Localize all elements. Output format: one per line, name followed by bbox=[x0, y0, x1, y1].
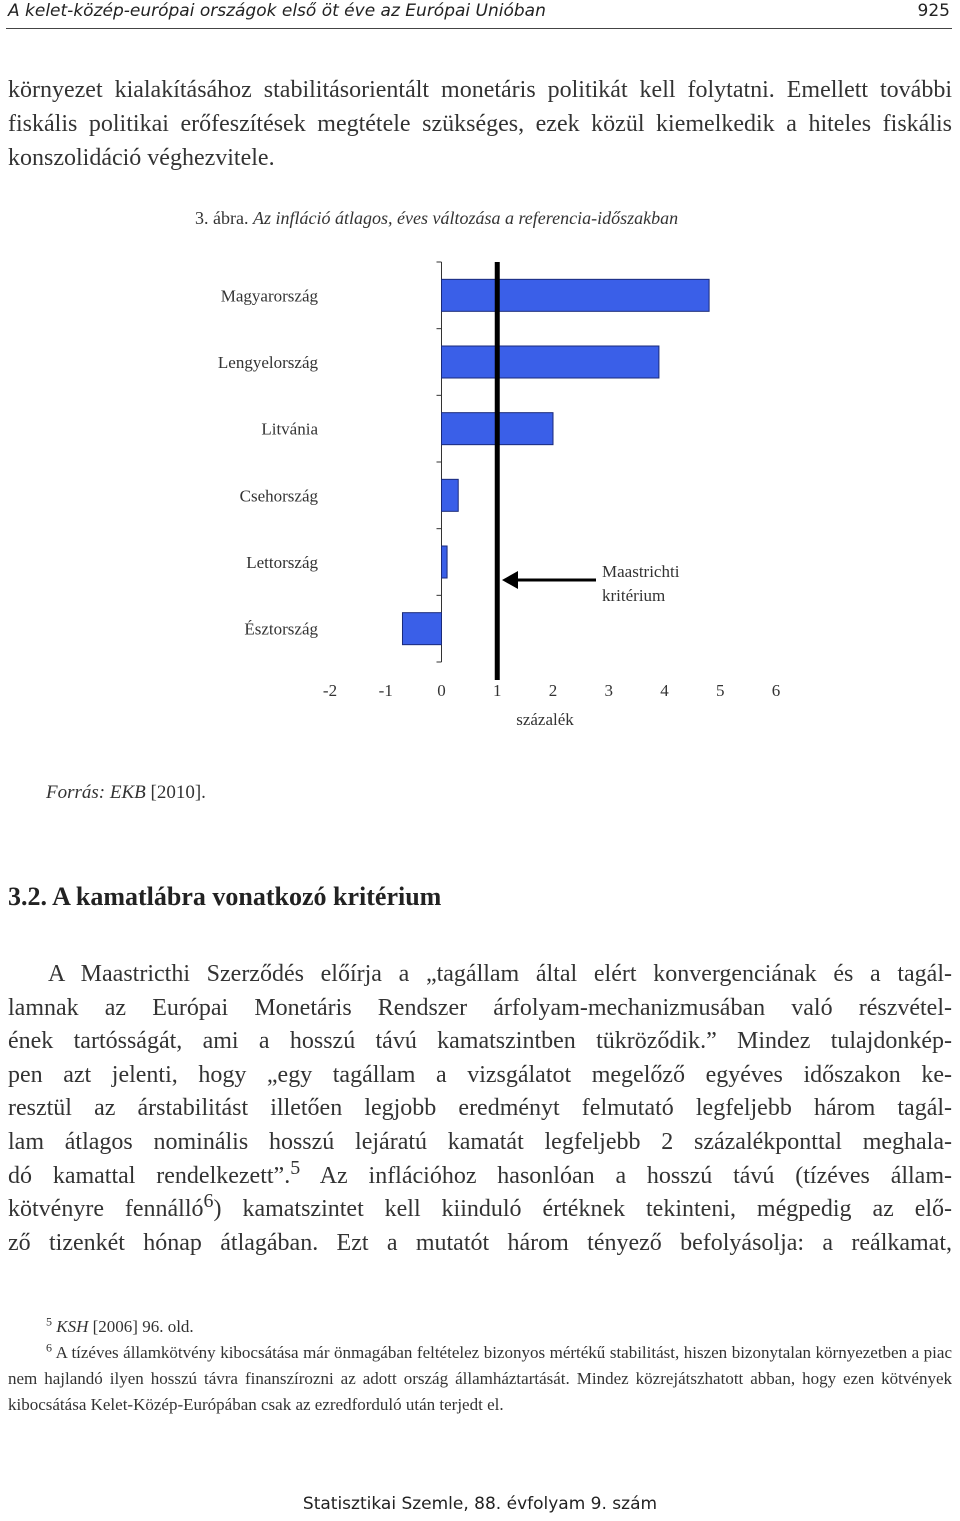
bar-3 bbox=[442, 479, 459, 511]
x-tick-label: 1 bbox=[493, 681, 502, 700]
footnote-ref-6: 6 bbox=[203, 1190, 214, 1213]
x-tick-label: 3 bbox=[604, 681, 613, 700]
bar-5 bbox=[402, 613, 441, 645]
footnote-ref: KSH bbox=[56, 1317, 89, 1336]
category-label: Csehország bbox=[239, 486, 318, 506]
reference-label-line2: kritérium bbox=[602, 586, 666, 605]
figure-number: 3. ábra. bbox=[195, 208, 249, 228]
body-text: Az inflációhoz hasonlóan a hosszú távú (tízéves állam- bbox=[300, 1162, 952, 1189]
x-tick-label: 6 bbox=[771, 681, 781, 700]
x-tick-label: 4 bbox=[660, 681, 669, 700]
reference-label-line1: Maastrichti bbox=[602, 562, 680, 581]
category-label: Litvánia bbox=[261, 419, 318, 439]
body-line: ző tizenkét hónap átlagában. Ezt a mutatót három tényező befolyásolja: a reálkamat, bbox=[8, 1229, 952, 1256]
body-text: dó kamattal rendelkezett”. bbox=[8, 1162, 291, 1189]
body-line: resztül az árstabilitást illetően legjobb eredményt felmutató legfeljebb három tagál- bbox=[8, 1095, 952, 1122]
body-text: ) kamatszintet kell kiinduló értéknek tekinteni, mégpedig az elő- bbox=[213, 1196, 953, 1223]
body-line: ének tartósságát, ami a hosszú távú kamatszintben tükröződik.” Mindez tulajdonkép- bbox=[8, 1028, 952, 1055]
x-tick-label: 5 bbox=[716, 681, 725, 700]
body-text: kötvényre fennálló bbox=[8, 1196, 204, 1223]
bar-1 bbox=[442, 346, 659, 378]
source-label: Forrás: bbox=[46, 782, 106, 803]
footnote-text: [2006] 96. old. bbox=[88, 1317, 194, 1336]
body-line: pen azt jelenti, hogy „egy tagállam a vizsgálatot megelőző egyéves időszakon ke- bbox=[8, 1061, 952, 1088]
x-tick-label: -1 bbox=[378, 681, 393, 700]
body-paragraph bbox=[8, 958, 952, 1260]
footnote-number: 6 bbox=[46, 1340, 52, 1355]
footnote-number: 5 bbox=[46, 1314, 52, 1329]
category-label: Magyarország bbox=[220, 286, 318, 306]
figure-title: Az infláció átlagos, éves változása a referencia-időszakban bbox=[252, 208, 679, 228]
inflation-bar-chart bbox=[0, 0, 960, 760]
figure-source bbox=[46, 782, 206, 804]
body-line bbox=[8, 1156, 952, 1194]
footnote-text: A tízéves államkötvény kibocsátása már önmagában feltételez bizonyos mértékű stabilitást, hiszen bizonytalan környezetben a piac nem hajlandó ilyen hosszú távra finanszírozni az adott ország államháztartását. Mindez közrejátszhatott abban, hogy ezen kötvények kibocsátása Kelet-Közép-Európában csak az ezredforduló után terjedt el. bbox=[8, 1343, 952, 1414]
x-axis-label: százalék bbox=[516, 710, 574, 729]
body-line bbox=[8, 1190, 953, 1227]
footnote-5 bbox=[8, 1314, 952, 1340]
intro-paragraph: környezet kialakításához stabilitásorientált monetáris politikát kell folytatni. Emellett további fiskális politikai erőfeszítések megtétele szükséges, ezek közül kiemelkedik a hiteles fiskális konszolidáció véghezvitele. bbox=[8, 77, 952, 171]
x-tick-label: 0 bbox=[437, 681, 446, 700]
running-title: A kelet-közép-európai országok első öt éve az Európai Unióban bbox=[8, 1, 546, 21]
body-line: A Maastricthi Szerződés előírja a „tagállam által elért konvergenciának és a tagál- bbox=[48, 961, 952, 987]
source-year: [2010]. bbox=[150, 782, 206, 803]
section-title: 3.2. A kamatlábra vonatkozó kritérium bbox=[8, 882, 442, 911]
body-line: lamnak az Európai Monetáris Rendszer árfolyam-mechanizmusában való részvétel- bbox=[8, 994, 952, 1021]
x-tick-label: 2 bbox=[548, 681, 558, 700]
footnote-ref-5: 5 bbox=[290, 1156, 301, 1179]
body-line: lam átlagos nominális hosszú lejáratú kamatát legfeljebb 2 százalékponttal meghala- bbox=[8, 1128, 952, 1155]
category-label: Lengyelország bbox=[217, 353, 318, 372]
category-label: Lettország bbox=[246, 553, 318, 572]
reference-arrow-head bbox=[502, 571, 518, 589]
page-number: 925 bbox=[917, 1, 950, 21]
journal-footer: Statisztikai Szemle, 88. évfolyam 9. szám bbox=[302, 1494, 658, 1514]
bar-4 bbox=[442, 546, 448, 578]
x-tick-label: -2 bbox=[322, 681, 338, 700]
category-label: Észtország bbox=[244, 619, 318, 639]
source-org: EKB bbox=[109, 782, 146, 803]
footnote-6 bbox=[8, 1340, 952, 1418]
bar-0 bbox=[442, 279, 710, 311]
